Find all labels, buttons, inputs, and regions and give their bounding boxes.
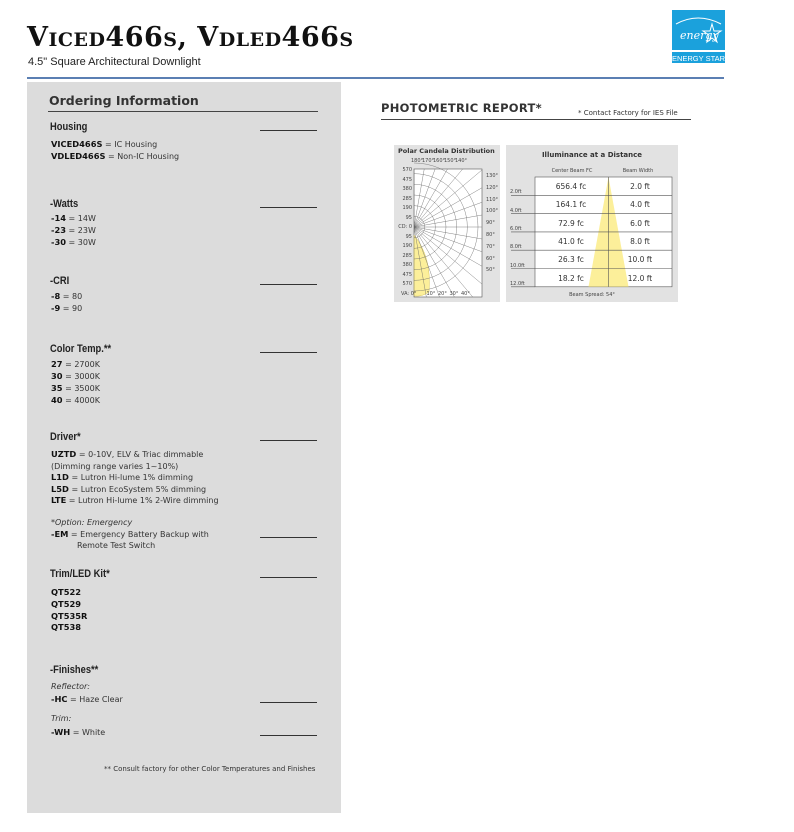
blank-line: [260, 352, 317, 353]
option-item: [51, 383, 100, 393]
option-code: UZTD: [51, 449, 77, 459]
option-desc: = 30W: [66, 238, 96, 247]
polar-bottom-label: 10°: [426, 291, 436, 297]
option-item: [51, 303, 82, 313]
polar-right-label: 100°: [486, 208, 499, 215]
svg-text:ENERGY STAR: ENERGY STAR: [672, 54, 725, 63]
center-beam-fc: 72.9 fc: [558, 218, 584, 228]
polar-right-label: 110°: [486, 196, 499, 203]
polar-top-label: 140°: [455, 158, 468, 164]
polar-left-label: 570: [402, 167, 412, 173]
trim-option: QT538: [51, 622, 82, 633]
reflector-label: Reflector:: [51, 682, 90, 691]
polar-right-label: 50°: [486, 267, 495, 274]
beam-width: 10.0 ft: [627, 255, 653, 265]
polar-left-label: 285: [402, 252, 412, 259]
polar-right-label: 90°: [486, 220, 495, 227]
option-desc: = 90: [60, 304, 83, 313]
divider: [48, 111, 318, 112]
polar-left-label: 570: [402, 281, 412, 287]
option-desc: = Lutron Hi-lume 1% dimming: [68, 473, 194, 483]
option-code: VDLED466S: [51, 151, 106, 161]
polar-left-label: 190: [402, 205, 412, 211]
option-code: -8: [51, 291, 61, 301]
page-subtitle: 4.5" Square Architectural Downlight: [28, 56, 201, 68]
distance-label: 12.0ft: [510, 280, 525, 287]
option-code: 40: [51, 395, 63, 405]
option-item: [51, 727, 105, 737]
option-code: -WH: [51, 727, 71, 737]
polar-title: Polar Candela Distribution: [398, 147, 495, 155]
polar-left-label: 380: [402, 186, 412, 192]
blank-line: [260, 130, 317, 131]
option-code: 27: [51, 359, 63, 369]
option-desc: = White: [70, 728, 106, 737]
option-desc: = 23W: [66, 226, 96, 235]
option-desc: = 0-10V, ELV & Triac dimmable: [76, 450, 204, 459]
footnote: ** Consult factory for other Color Temperatures and Finishes: [104, 765, 316, 773]
trim-option: QT535R: [51, 610, 88, 621]
option-code: -9: [51, 303, 61, 313]
beam-width: 8.0 ft: [630, 236, 650, 246]
option-item: [51, 529, 209, 539]
option-desc: (Dimming range varies 1~10%): [51, 461, 179, 471]
divider: [381, 119, 691, 120]
option-desc-cont: Remote Test Switch: [77, 541, 156, 550]
polar-top-label: 150°: [444, 158, 457, 164]
col-center-beam: Center Beam FC: [551, 168, 593, 174]
trim-label: Trim:: [51, 714, 72, 723]
option-item: [51, 237, 96, 247]
option-desc: = 3000K: [62, 372, 100, 381]
col-beam-width: Beam Width: [622, 168, 654, 174]
polar-left-label: 95: [405, 233, 412, 240]
distance-label: 8.0ft: [510, 244, 522, 251]
polar-right-label: 70°: [486, 243, 495, 250]
polar-bottom-label: 40°: [461, 291, 470, 297]
section-title-housing: Housing: [50, 121, 88, 133]
option-code: VICED466S: [51, 139, 103, 149]
trim-option: QT522: [51, 587, 82, 597]
option-code: -23: [51, 225, 66, 235]
polar-right-label: 80°: [486, 232, 495, 238]
option-item: [51, 472, 193, 482]
blank-line: [260, 577, 317, 578]
section-title-color_temp: Color Temp.**: [50, 343, 112, 355]
illuminance-title: Illuminance at a Distance: [541, 151, 643, 159]
blank-line: [260, 284, 317, 285]
polar-bottom-label: VA: 0°: [401, 291, 417, 297]
distance-label: 2.0ft: [510, 189, 522, 196]
blank-line: [260, 207, 317, 208]
option-code: 30: [51, 371, 63, 381]
option-desc: = 14W: [66, 214, 96, 223]
option-desc: = IC Housing: [102, 140, 158, 149]
beam-width: 6.0 ft: [630, 218, 650, 228]
option-code: 35: [51, 383, 63, 393]
blank-line: [260, 702, 317, 703]
option-item: [51, 461, 178, 471]
section-title-cri: -CRI: [50, 275, 70, 287]
polar-right-label: 120°: [486, 184, 499, 191]
option-desc: = 3500K: [62, 384, 100, 393]
blank-line: [260, 537, 317, 538]
option-desc: = Emergency Battery Backup with: [68, 530, 209, 539]
header-divider: [27, 77, 724, 79]
emergency-option-label: *Option: Emergency: [51, 518, 133, 527]
option-code: -HC: [51, 694, 68, 704]
beam-width: 2.0 ft: [630, 182, 650, 191]
option-item: [51, 449, 203, 459]
polar-left-label: 95: [405, 214, 412, 221]
option-item: [51, 694, 123, 704]
option-item: [51, 151, 179, 161]
polar-left-label: 190: [402, 243, 412, 249]
section-title-trim: Trim/LED Kit*: [50, 568, 110, 580]
polar-right-label: 60°: [486, 255, 495, 262]
option-item: [51, 495, 219, 505]
page-title: Viced466s, Vdled466s: [27, 22, 354, 53]
option-item: [51, 359, 100, 369]
beam-width: 4.0 ft: [630, 200, 650, 210]
option-item: [51, 225, 96, 235]
section-title-watts: -Watts: [50, 198, 79, 210]
option-code: LTE: [51, 495, 67, 506]
option-desc: = Haze Clear: [67, 695, 123, 704]
svg-text:energy: energy: [680, 29, 719, 42]
photometric-title: PHOTOMETRIC REPORT*: [381, 101, 542, 115]
polar-right-label: 130°: [486, 173, 499, 179]
option-desc: = Lutron EcoSystem 5% dimming: [68, 484, 207, 494]
ordering-title: Ordering Information: [49, 93, 199, 108]
polar-left-label: CD: 0: [398, 224, 412, 230]
polar-left-label: 475: [402, 271, 412, 278]
option-desc: = 2700K: [62, 360, 100, 369]
polar-bottom-label: 30°: [449, 291, 459, 297]
option-item: [51, 213, 96, 223]
polar-top-label: 170°: [422, 158, 435, 164]
distance-label: 4.0ft: [510, 207, 522, 214]
polar-top-label: 160°: [433, 158, 446, 164]
polar-left-label: 285: [402, 195, 412, 202]
beam-width: 12.0 ft: [627, 273, 653, 283]
section-title-finishes: -Finishes**: [50, 664, 99, 676]
center-beam-fc: 164.1 fc: [555, 200, 587, 210]
option-code: -EM: [51, 529, 69, 539]
distance-label: 10.0ft: [510, 262, 525, 269]
option-item: [51, 484, 206, 494]
option-code: -14: [51, 213, 66, 223]
polar-left-label: 475: [402, 176, 412, 183]
blank-line: [260, 735, 317, 736]
beam-spread: Beam Spread: 54°: [569, 292, 615, 298]
option-item: [51, 395, 100, 405]
option-code: L5D: [51, 483, 69, 494]
option-desc: = 4000K: [62, 396, 100, 405]
center-beam-fc: 26.3 fc: [558, 255, 584, 265]
option-item: [51, 139, 157, 149]
option-desc: = Lutron Hi-lume 1% 2-Wire dimming: [66, 496, 219, 506]
option-desc: = 80: [60, 292, 83, 301]
blank-line: [260, 440, 317, 441]
polar-left-label: 380: [402, 262, 412, 268]
center-beam-fc: 41.0 fc: [558, 236, 584, 246]
option-item: [51, 371, 100, 381]
center-beam-fc: 18.2 fc: [558, 273, 584, 283]
option-code: L1D: [51, 472, 69, 483]
option-code: -30: [51, 237, 66, 247]
photometric-note: * Contact Factory for IES File: [578, 109, 678, 117]
polar-top-label: 180°: [411, 158, 424, 164]
trim-option: QT529: [51, 598, 82, 609]
polar-bottom-label: 20°: [438, 291, 447, 297]
option-item: [51, 291, 82, 301]
energy-star-logo: [672, 10, 725, 63]
section-title-driver: Driver*: [50, 431, 81, 443]
distance-label: 6.0ft: [510, 225, 522, 232]
center-beam-fc: 656.4 fc: [555, 182, 587, 191]
option-desc: = Non-IC Housing: [105, 152, 180, 161]
